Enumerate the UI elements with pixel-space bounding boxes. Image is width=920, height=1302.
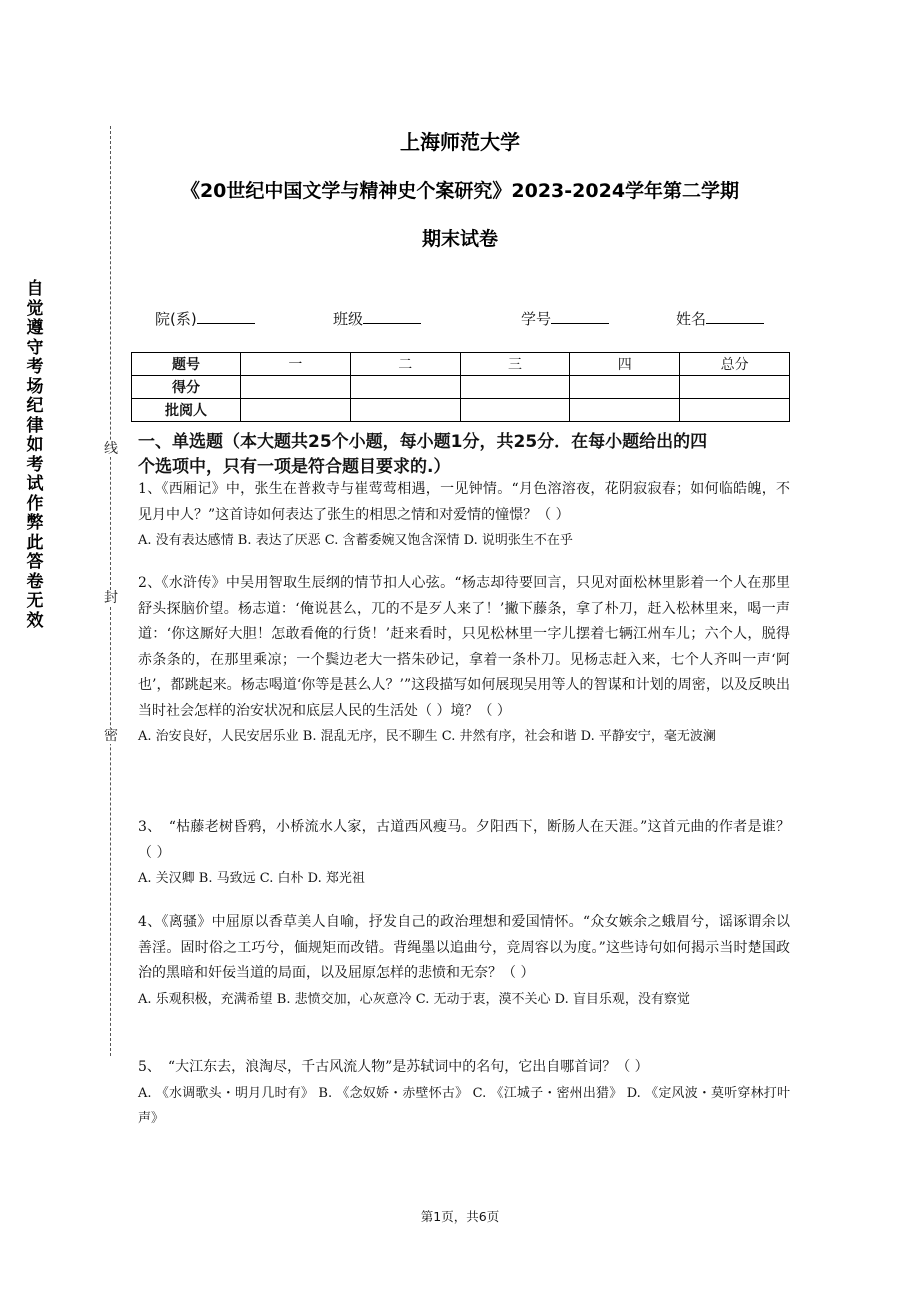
row-label: 批阅人 bbox=[132, 399, 241, 422]
class-field[interactable] bbox=[333, 308, 421, 329]
class-blank[interactable] bbox=[363, 309, 421, 324]
score-cell[interactable] bbox=[350, 376, 460, 399]
column-header: 三 bbox=[460, 353, 570, 376]
class-label: 班级 bbox=[333, 310, 364, 328]
exam-discipline-warning: 自觉遵守考场纪律如考试作弊此答卷无效 bbox=[26, 279, 44, 631]
university-title: 上海师范大学 bbox=[400, 130, 520, 154]
exam-type-title: 期末试卷 bbox=[421, 228, 498, 250]
question-5 bbox=[138, 1055, 790, 1132]
name-blank[interactable] bbox=[706, 309, 764, 324]
score-table bbox=[131, 352, 790, 422]
grader-row bbox=[132, 399, 790, 422]
column-header: 题号 bbox=[132, 353, 241, 376]
name-field[interactable] bbox=[676, 308, 764, 329]
question-2 bbox=[138, 571, 790, 750]
question-3 bbox=[138, 815, 790, 892]
score-row bbox=[132, 376, 790, 399]
grader-cell[interactable] bbox=[350, 399, 460, 422]
question-1 bbox=[138, 477, 790, 554]
department-field[interactable] bbox=[155, 308, 255, 329]
column-header: 二 bbox=[350, 353, 460, 376]
column-header: 总分 bbox=[680, 353, 790, 376]
name-label: 姓名 bbox=[676, 310, 707, 328]
grader-cell[interactable] bbox=[460, 399, 570, 422]
department-blank[interactable] bbox=[197, 309, 255, 324]
score-cell[interactable] bbox=[570, 376, 680, 399]
course-title: 《20世纪中国文学与精神史个案研究》2023-2024学年第二学期 bbox=[180, 180, 740, 202]
score-cell[interactable] bbox=[460, 376, 570, 399]
score-cell[interactable] bbox=[680, 376, 790, 399]
question-stem: 1、《西厢记》中，张生在普救寺与崔莺莺相遇，一见钟情。“月色溶溶夜，花阴寂寂春；如何临皓魄，不见月中人？”这首诗如何表达了张生的相思之情和对爱情的憧憬？（ ） bbox=[138, 481, 790, 523]
question-options: A. 《水调歌头・明月几时有》 B. 《念奴娇・赤壁怀古》 C. 《江城子・密州出猎》 D. 《定风波・莫听穿林打叶声》 bbox=[138, 1085, 790, 1126]
row-label: 得分 bbox=[132, 376, 241, 399]
binding-mark-secret: 密 bbox=[100, 728, 122, 744]
column-header: 一 bbox=[241, 353, 351, 376]
score-table-header-row bbox=[132, 353, 790, 376]
question-4 bbox=[138, 910, 790, 1012]
binding-mark-line: 线 bbox=[100, 441, 122, 457]
page-footer: 第1页，共6页 bbox=[420, 1209, 500, 1224]
section-heading-line2: 个选项中，只有一项是符合题目要求的.） bbox=[138, 457, 451, 477]
column-header: 四 bbox=[570, 353, 680, 376]
student-id-blank[interactable] bbox=[551, 309, 609, 324]
question-stem: 3、 “枯藤老树昏鸦，小桥流水人家，古道西风瘦马。夕阳西下，断肠人在天涯。”这首元曲的作者是谁？（ ） bbox=[138, 819, 790, 861]
binding-mark-seal: 封 bbox=[100, 590, 122, 606]
question-stem: 4、《离骚》中屈原以香草美人自喻，抒发自己的政治理想和爱国情怀。“众女嫉余之蛾眉兮，谣诼谓余以善淫。固时俗之工巧兮，偭规矩而改错。背绳墨以追曲兮，竞周容以为度。”这些诗句如何揭示当时楚国政治的黑暗和奸佞当道的局面，以及屈原怎样的悲愤和无奈？（ ） bbox=[138, 914, 790, 981]
department-label: 院(系) bbox=[155, 310, 197, 328]
student-id-label: 学号 bbox=[521, 310, 552, 328]
section-heading-line1: 一、单选题（本大题共25个小题，每小题1分，共25分．在每小题给出的四 bbox=[138, 432, 708, 452]
section-heading bbox=[138, 430, 798, 480]
grader-cell[interactable] bbox=[241, 399, 351, 422]
question-stem: 5、 “大江东去，浪淘尽，千古风流人物”是苏轼词中的名句，它出自哪首词？（ ） bbox=[138, 1059, 649, 1075]
question-options: A. 治安良好，人民安居乐业 B. 混乱无序，民不聊生 C. 井然有序，社会和谐 D. 平静安宁，毫无波澜 bbox=[138, 729, 716, 744]
grader-cell[interactable] bbox=[680, 399, 790, 422]
question-options: A. 没有表达感情 B. 表达了厌恶 C. 含蓄委婉又饱含深情 D. 说明张生不在乎 bbox=[138, 533, 573, 548]
grader-cell[interactable] bbox=[570, 399, 680, 422]
score-cell[interactable] bbox=[241, 376, 351, 399]
question-options: A. 关汉卿 B. 马致远 C. 白朴 D. 郑光祖 bbox=[138, 871, 365, 886]
question-options: A. 乐观积极，充满希望 B. 悲愤交加，心灰意冷 C. 无动于衷，漠不关心 D. 盲目乐观，没有察觉 bbox=[138, 991, 690, 1007]
student-id-field[interactable] bbox=[521, 308, 609, 329]
question-stem: 2、《水浒传》中吴用智取生辰纲的情节扣人心弦。“杨志却待要回言，只见对面松林里影着一个人在那里舒头探脑价望。杨志道：‘俺说甚么，兀的不是歹人来了！’撇下藤条，拿了朴刀，赶入松林里来，喝一声道：‘你这厮好大胆！怎敢看俺的行货！’赶来看时，只见松林里一字儿摆着七辆江州车儿；六个人，脱得赤条条的，在那里乘凉；一个鬓边老大一搭朱砂记，拿着一条朴刀。见杨志赶入来，七个人齐叫一声‘阿也’，都跳起来。杨志喝道‘你等是甚么人？’”这段描写如何展现吴用等人的智谋和计划的周密，以及反映出当时社会怎样的治安状况和底层人民的生活处（ ）境？（ ） bbox=[138, 575, 790, 719]
